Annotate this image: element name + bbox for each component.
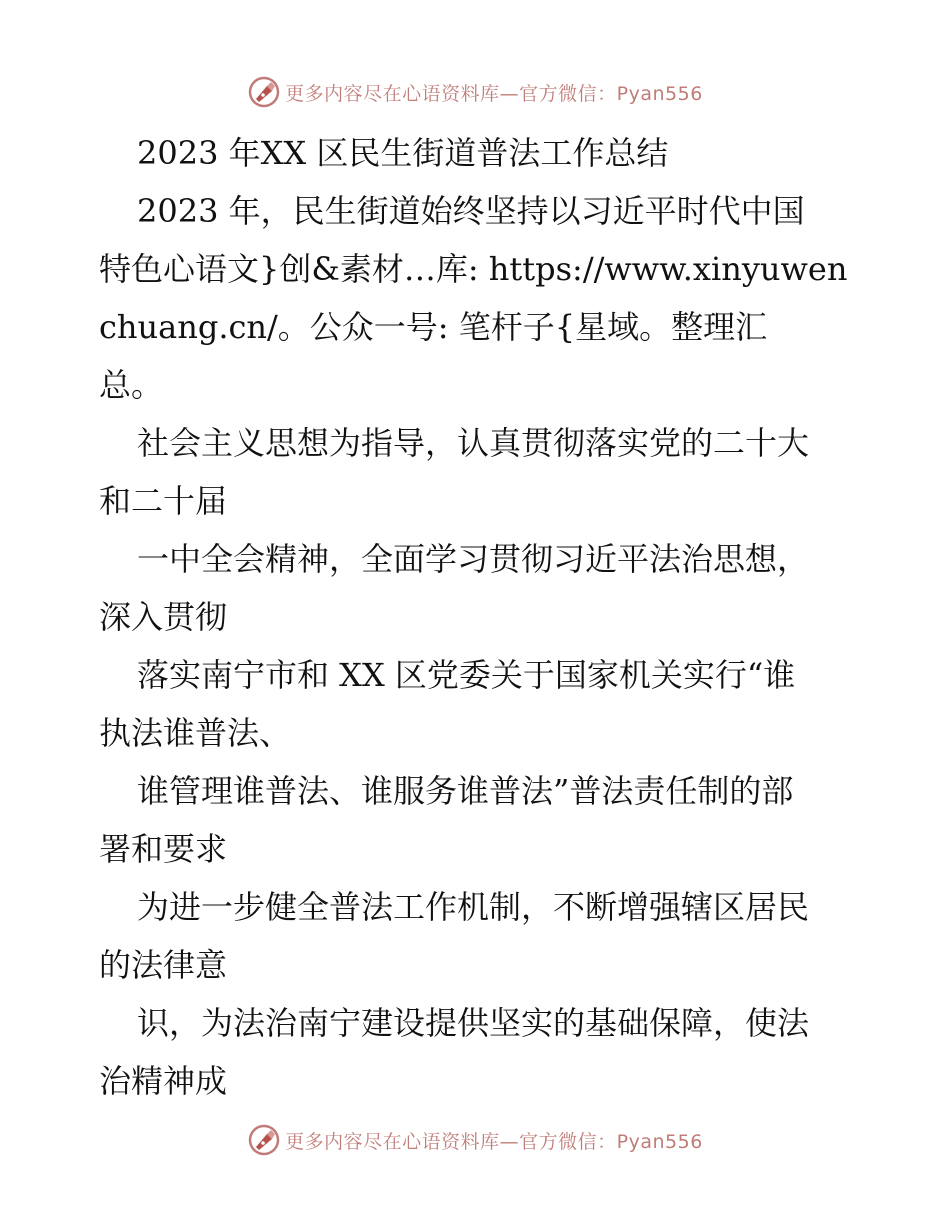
paragraph-line: 社会主义思想为指导，认真贯彻落实党的二十大: [137, 424, 810, 462]
paragraph-line: 一中全会精神，全面学习贯彻习近平法治思想，: [137, 540, 810, 578]
document-title: 2023 年XX 区民生街道普法工作总结: [137, 134, 669, 172]
paragraph-line: chuang.cn/。公众一号: 笔杆子{星域。整理汇: [99, 308, 768, 346]
pen-nib-logo-icon: [247, 75, 281, 109]
paragraph-line: 落实南宁市和 XX 区党委关于国家机关实行“谁: [137, 656, 796, 694]
paragraph-line: 深入贯彻: [99, 598, 228, 636]
paragraph-line: 为进一步健全普法工作机制，不断增强辖区居民: [137, 888, 810, 926]
document-body: [99, 124, 859, 1110]
watermark-text: 更多内容尽在心语资料库—官方微信：Pyan556: [285, 82, 703, 105]
paragraph-line: 2023 年，民生街道始终坚持以习近平时代中国: [137, 192, 805, 230]
paragraph-line: 特色心语文}创&素材…库: https://www.xinyuwen: [99, 250, 848, 288]
header-watermark-banner: [0, 72, 950, 112]
watermark-text: 更多内容尽在心语资料库—官方微信：Pyan556: [285, 1130, 703, 1153]
paragraph-line: 署和要求: [99, 830, 228, 868]
paragraph-line: 总。: [99, 366, 164, 404]
paragraph-line: 的法律意: [99, 946, 228, 984]
pen-nib-logo-icon: [247, 1123, 281, 1157]
paragraph-line: 和二十届: [99, 482, 228, 520]
paragraph-line: 治精神成: [99, 1062, 228, 1100]
footer-watermark-banner: [0, 1120, 950, 1160]
paragraph-line: 识，为法治南宁建设提供坚实的基础保障，使法: [137, 1004, 810, 1042]
paragraph-line: 执法谁普法、: [99, 714, 292, 752]
paragraph-line: 谁管理谁普法、谁服务谁普法”普法责任制的部: [137, 772, 794, 810]
